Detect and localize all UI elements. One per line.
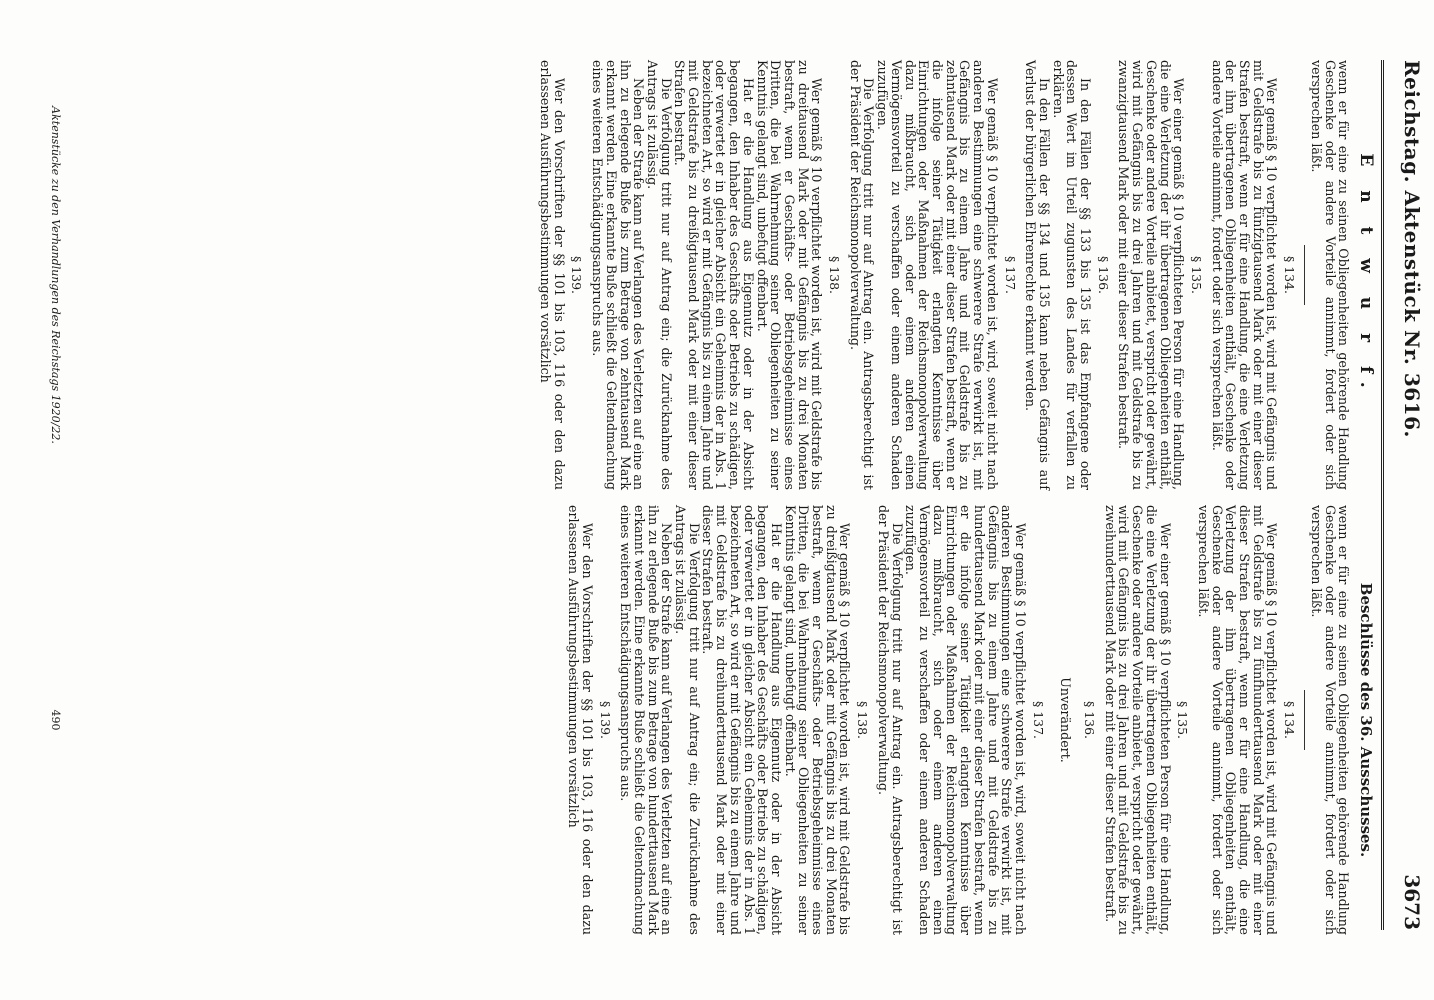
draft-s136-text-2: In den Fällen der §§ 134 und 135 kann neben Gefängnis auf Verlust der bürgerlichen Ehrenrechte erkannt werden. — [1023, 60, 1052, 490]
committee-s138-text-2: Hat er die Handlung aus Eigennutz oder in der Absicht begangen, den Inhaber des Geschäfts oder Betriebs zu schädigen, oder verwertet er in gleicher Absicht ein Geheimnis der in Abs. 1 bezeichneten Art, so wird er mit Gefängnis bis zu einem Jahre und mit Geldstrafe bis zu dreihunderttausend Mark oder mit einer dieser Strafen bestraft. — [700, 505, 784, 935]
draft-s138-title: § 138. — [827, 255, 843, 295]
draft-column — [538, 60, 1376, 490]
draft-s138-text-4: Neben der Strafe kann auf Verlangen des Verletzten auf eine an ihn zu erlegende Buße bis zum Betrage von zehntausend Mark erkannt werden. Eine erkannte Buße schließt die Geltendmachung eines weiteren Entschädigungsanspruchs aus. — [590, 60, 647, 490]
draft-s134-title: § 134. — [1282, 255, 1298, 295]
committee-s138-title: § 138. — [855, 700, 871, 740]
committee-s136-title: § 136. — [1082, 700, 1098, 740]
committee-heading: Beschlüsse des 36. Ausschusses. — [1357, 582, 1375, 858]
draft-s137-title: § 137. — [1002, 255, 1018, 295]
draft-s134-text: Wer gemäß § 10 verpflichtet worden ist, wird mit Gefängnis und mit Geldstrafe bis zu fünfzigtausend Mark oder mit einer dieser Strafen bestraft, wenn er für eine Handlung, die eine Verletzung der ihm übertragenen Obliegenheiten enthält, Geschenke oder andere Vorteile annimmt, fordert oder sich versprechen läßt. — [1209, 60, 1280, 490]
page-number: 3673 — [1400, 874, 1424, 930]
draft-s135-title: § 135. — [1188, 255, 1204, 295]
draft-s138-text-3: Die Verfolgung tritt nur auf Antrag ein; die Zurücknahme des Antrags ist zulässig. — [644, 60, 674, 490]
committee-s135-title: § 135. — [1175, 700, 1191, 740]
committee-s136-unchanged: Unverändert. — [1058, 677, 1074, 763]
committee-s139-text: Wer den Vorschriften der §§ 101 bis 103, 116 oder den dazu erlassenen Ausführungsbestimmungen vorsätzlich — [566, 505, 595, 935]
committee-s134-text: Wer gemäß § 10 verpflichtet worden ist, wird mit Gefängnis und mit Geldstrafe bis zu fünfhunderttausend Mark oder mit einer dieser Strafen bestraft, wenn er für eine Handlung, die eine Verletzung der ihm übertragenen Obliegenheiten enthält, Geschenke oder andere Vorteile annimmt, fordert oder sich versprechen läßt. — [1195, 505, 1280, 935]
committee-s138-text-1: Wer gemäß § 10 verpflichtet worden ist, wird mit Geldstrafe bis zu dreißigtausend Mark oder mit Gefängnis bis zu drei Monaten bestraft, wenn er Geschäfts- oder Betriebsgeheimnisse eines Dritten, die bei Wahrnehmung seiner Obliegenheiten zu seiner Kenntnis gelangt sind, unbefugt offenbart. — [782, 505, 853, 935]
committee-s134-title: § 134. — [1282, 700, 1298, 740]
draft-s137-text-2: Die Verfolgung tritt nur auf Antrag ein. Antragsberechtigt ist der Präsident der Reichsmonopolverwaltung. — [847, 60, 877, 490]
committee-intro: wenn er für eine zu seinen Obliegenheiten gehörende Handlung Geschenke oder andere Vorteile annimmt, fordert oder sich versprechen läßt. — [1308, 505, 1352, 935]
committee-column — [566, 505, 1376, 935]
draft-s138-text-1: Wer gemäß § 10 verpflichtet worden ist, wird mit Geldstrafe bis zu dreitausend Mark oder mit Gefängnis bis zu drei Monaten bestraft, wenn er Geschäfts- oder Betriebsgeheimnisse eines Dritten, die bei Wahrnehmung seiner Obliegenheiten zu seiner Kenntnis gelangt sind, unbefugt offenbart. — [754, 60, 825, 490]
page-header-title: Reichstag. Aktenstück Nr. 3616. — [1400, 60, 1424, 438]
draft-s136-text-1: In den Fällen der §§ 133 bis 135 ist das Empfangene oder dessen Wert im Urteil zugunsten des Landes für verfallen zu erklären. — [1050, 60, 1094, 490]
committee-s137-text-1: Wer gemäß § 10 verpflichtet worden ist, wird, soweit nicht nach anderen Bestimmungen eine schwerere Strafe verwirkt ist, mit Gefängnis bis zu einem Jahre und mit Geldstrafe bis zu hunderttausend Mark oder mit einer dieser Strafen bestraft, wenn er die infolge seiner Tätigkeit erlangten Kenntnisse über Einrichtungen oder Maßnahmen der Reichsmonopolverwaltung dazu mißbraucht, sich oder einem anderen einen Vermögensvorteil zu verschaffen oder einem anderen Schaden zuzufügen. — [903, 505, 1028, 935]
draft-s139-title: § 139. — [569, 255, 585, 295]
committee-s138-text-3: Die Verfolgung tritt nur auf Antrag ein; die Zurücknahme des Antrags ist zulässig. — [673, 505, 702, 935]
section-divider — [1304, 245, 1305, 305]
committee-s135-text: Wer einer gemäß § 10 verpflichteten Person für eine Handlung, die eine Verletzung der ihr übertragenen Obliegenheiten enthält, Geschenke oder andere Vorteile anbietet, verspricht oder gewährt, wird mit Gefängnis bis zu drei Jahren und mit Geldstrafe bis zu zweihunderttausend Mark oder mit einer dieser Strafen bestraft. — [1102, 505, 1173, 935]
draft-s139-text: Wer den Vorschriften der §§ 101 bis 103, 116 oder den dazu erlassenen Ausführungsbestimmungen vorsätzlich — [538, 60, 567, 490]
footer-page-number: 490 — [49, 709, 62, 731]
committee-s138-text-4: Neben der Strafe kann auf Verlangen des Verletzten auf eine an ihn zu erlegende Buße bis zum Betrage von hunderttausend Mark erkannt werden. Eine erkannte Buße schließt die Geltendmachung eines weiteren Entschädigungsanspruchs aus. — [618, 505, 675, 935]
committee-s139-title: § 139. — [597, 700, 613, 740]
footer-source: Aktenstücke zu den Verhandlungen des Reichstags 1920/22. — [49, 106, 62, 444]
committee-s137-text-2: Die Verfolgung tritt nur auf Antrag ein. Antragsberechtigt ist der Präsident der Reichsmonopolverwaltung. — [875, 505, 905, 935]
draft-heading: E n t w u r f. — [1356, 153, 1376, 397]
draft-s138-text-2: Hat er die Handlung aus Eigennutz oder in der Absicht begangen, den Inhaber des Geschäfts oder Betriebs zu schädigen, oder verwertet er in gleicher Absicht ein Geheimnis der in Abs. 1 bezeichneten Art, so wird er mit Gefängnis bis zu einem Jahre und mit Geldstrafe bis zu dreißigtausend Mark oder mit einer dieser Strafen bestraft. — [672, 60, 756, 490]
draft-intro: wenn er für eine zu seinen Obliegenheiten gehörende Handlung Geschenke oder andere Vorteile annimmt, fordert oder sich versprechen läßt. — [1308, 60, 1352, 490]
committee-s137-title: § 137. — [1030, 700, 1046, 740]
header-rule — [1381, 60, 1384, 930]
draft-s137-text-1: Wer gemäß § 10 verpflichtet worden ist, wird, soweit nicht nach anderen Bestimmungen eine schwerere Strafe verwirkt ist, mit Gefängnis bis zu einem Jahre und mit Geldstrafe bis zu zehntausend Mark oder mit einer dieser Strafen bestraft, wenn er die infolge seiner Tätigkeit erlangten Kenntnisse über Einrichtungen oder Maßnahmen der Reichsmonopolverwaltung dazu mißbraucht, sich oder einem anderen einen Vermögensvorteil zu verschaffen oder einem anderen Schaden zuzufügen. — [875, 60, 1000, 490]
draft-s135-text: Wer einer gemäß § 10 verpflichteten Person für eine Handlung, die eine Verletzung der ihr übertragenen Obliegenheiten enthält, Geschenke oder andere Vorteile anbietet, verspricht oder gewährt, wird mit Gefängnis bis zu drei Jahren und mit Geldstrafe bis zu zwanzigtausend Mark oder mit einer dieser Strafen bestraft. — [1116, 60, 1187, 490]
section-divider — [1304, 690, 1305, 750]
draft-s136-title: § 136. — [1095, 255, 1111, 295]
